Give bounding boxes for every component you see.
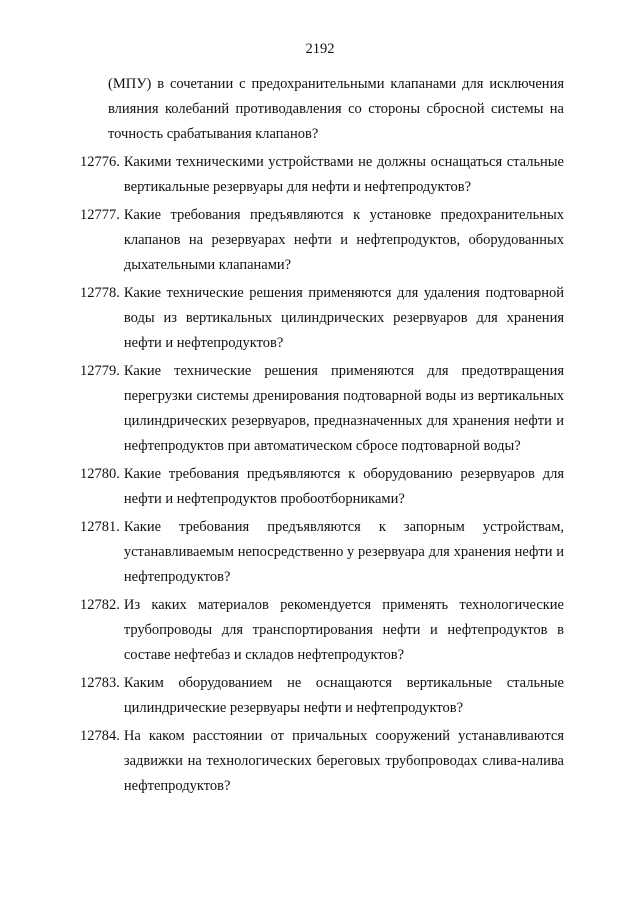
- question-number: 12784.: [80, 728, 120, 744]
- question-text: Какими техническими устройствами не должны оснащаться стальные вертикальные резервуары для нефти и нефтепродуктов?: [123, 154, 564, 195]
- question-item: [80, 593, 564, 668]
- document-body: [0, 72, 640, 799]
- question-number: 12783.: [80, 675, 120, 691]
- page-number: 2192: [305, 41, 335, 57]
- question-text: Какие требования предъявляются к установке предохранительных клапанов на резервуарах нефти и нефтепродуктов, оборудованных дыхательными клапанами?: [123, 207, 564, 273]
- question-item: [80, 671, 564, 721]
- question-number: 12778.: [80, 285, 120, 301]
- question-text: Какие технические решения применяются для удаления подтоварной воды из вертикальных цилиндрических резервуаров для хранения нефти и нефтепродуктов?: [123, 285, 564, 351]
- question-number: 12782.: [80, 597, 120, 613]
- question-item: [80, 462, 564, 512]
- question-number: 12780.: [80, 466, 120, 482]
- question-item: [80, 515, 564, 590]
- question-text: Какие требования предъявляются к запорным устройствам, устанавливаемым непосредственно у резервуара для хранения нефти и нефтепродуктов?: [123, 519, 564, 585]
- question-item: [80, 281, 564, 356]
- question-text: Каким оборудованием не оснащаются вертикальные стальные цилиндрические резервуары нефти и нефтепродуктов?: [123, 675, 564, 716]
- question-text: Какие требования предъявляются к оборудованию резервуаров для нефти и нефтепродуктов пробоотборниками?: [123, 466, 564, 507]
- question-item: [80, 150, 564, 200]
- continued-question-text: (МПУ) в сочетании с предохранительными клапанами для исключения влияния колебаний противодавления со стороны сбросной системы на точность срабатывания клапанов?: [108, 76, 564, 142]
- question-item: [80, 724, 564, 799]
- question-text: Из каких материалов рекомендуется применять технологические трубопроводы для транспортирования нефти и нефтепродуктов в составе нефтебаз и складов нефтепродуктов?: [123, 597, 564, 663]
- question-number: 12779.: [80, 363, 120, 379]
- question-number: 12781.: [80, 519, 120, 535]
- question-item: [80, 203, 564, 278]
- question-number: 12776.: [80, 154, 120, 170]
- question-text: На каком расстоянии от причальных сооружений устанавливаются задвижки на технологических береговых трубопроводах слива-налива нефтепродуктов?: [123, 728, 564, 794]
- question-item: [80, 359, 564, 459]
- question-number: 12777.: [80, 207, 120, 223]
- question-text: Какие технические решения применяются для предотвращения перегрузки системы дренирования подтоварной воды из вертикальных цилиндрических резервуаров, предназначенных для хранения нефти и нефтепродуктов при автоматическом сбросе подтоварной воды?: [123, 363, 564, 454]
